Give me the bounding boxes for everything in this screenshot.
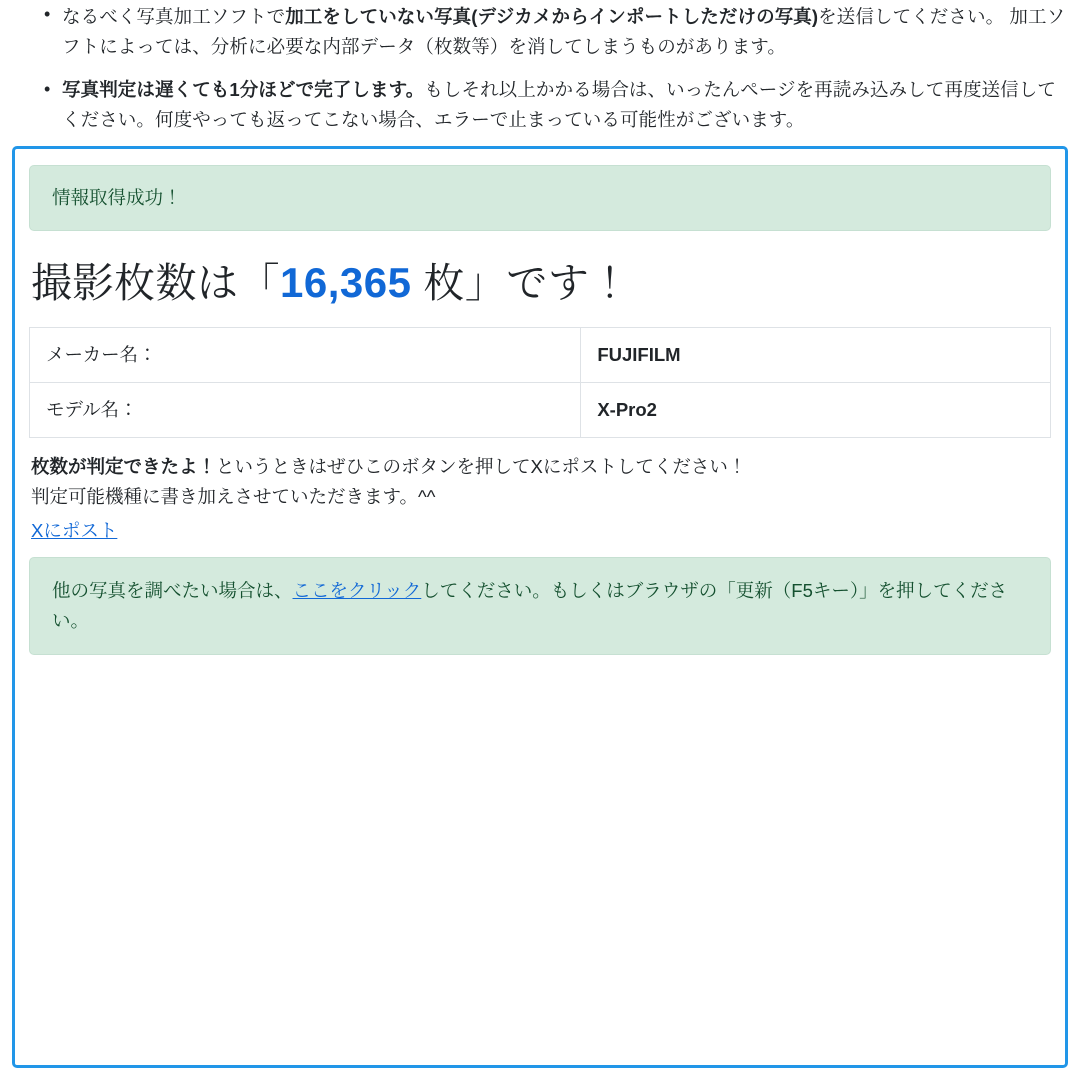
post-to-x-link[interactable]: Xにポスト bbox=[31, 520, 118, 542]
headline-suffix: 枚」です！ bbox=[411, 259, 631, 306]
retry-info-alert bbox=[29, 557, 1051, 655]
note-segment: を送信してください。 加工ソフトによっては、分析に必要な内部データ（枚数等）を消してしまうものがあります。 bbox=[62, 6, 1066, 57]
success-alert bbox=[29, 165, 1051, 231]
click-here-link[interactable]: ここをクリック bbox=[292, 580, 422, 602]
retry-info-before: 他の写真を調べたい場合は、 bbox=[52, 580, 293, 602]
table-cell-value: FUJIFILM bbox=[581, 328, 1051, 383]
shutter-count-value: 16,365 bbox=[280, 258, 412, 306]
note-segment-bold: 加工をしていない写真(デジカメからインポートしただけの写真) bbox=[285, 6, 819, 27]
table-cell-label: モデル名： bbox=[30, 383, 581, 438]
page-title bbox=[31, 257, 1051, 310]
share-rest: というときはぜひこのボタンを押してXにポストしてください！ bbox=[216, 456, 747, 478]
note-segment-bold: 写真判定は遅くても1分ほどで完了します。 bbox=[62, 78, 425, 100]
share-line2: 判定可能機種に書き加えさせていただきます。^^ bbox=[31, 485, 436, 507]
camera-info-table bbox=[29, 327, 1051, 438]
retry-info-after: してください。もしくはブラウザの「更新（F5キー）」を押してください。 bbox=[52, 580, 1008, 632]
note-segment: なるべく写真加工ソフトで bbox=[62, 6, 286, 27]
table-cell-label: メーカー名： bbox=[30, 328, 581, 383]
share-instructions bbox=[31, 452, 1051, 511]
note-segment: もしそれ以上かかる場合は、いったんページを再読み込みして再度送信してください。何度やっても返ってこない場合、エラーで止まっている可能性がございます。 bbox=[62, 78, 1056, 130]
share-lead: 枚数が判定できたよ！ bbox=[31, 456, 217, 478]
table-cell-value: X-Pro2 bbox=[581, 383, 1051, 438]
notes-list bbox=[0, 0, 1080, 135]
result-panel bbox=[12, 146, 1068, 1068]
bullet-icon: • bbox=[44, 4, 51, 24]
bullet-icon: • bbox=[44, 78, 51, 99]
table-row bbox=[30, 328, 1051, 383]
list-item bbox=[0, 75, 1066, 135]
table-row bbox=[30, 383, 1051, 438]
headline-prefix: 撮影枚数は「 bbox=[31, 259, 280, 306]
list-item bbox=[0, 0, 1066, 62]
success-alert-text: 情報取得成功！ bbox=[52, 187, 182, 208]
